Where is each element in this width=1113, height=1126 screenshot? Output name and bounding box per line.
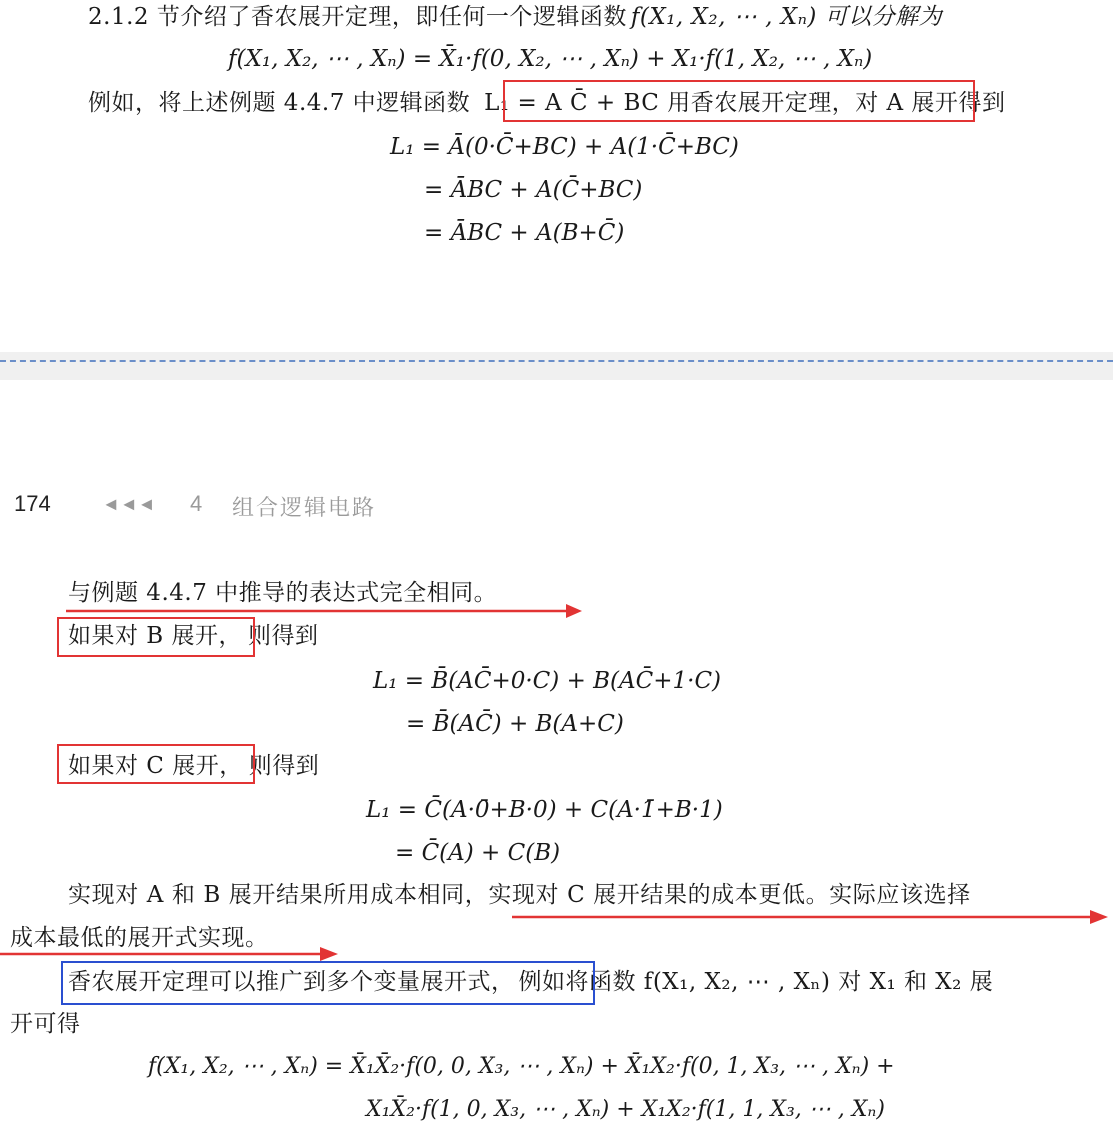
expand-a-eq-3: = ĀBC + A(B+C̄) [424, 220, 625, 246]
bottom-line-1: 与例题 4.4.7 中推导的表达式完全相同。 [68, 580, 498, 606]
red-arrow-1 [66, 604, 586, 618]
page-gap [0, 352, 1113, 380]
expand-c-eq-2: = C̄(A) + C(B) [395, 840, 561, 866]
generalization-post: 例如将函数 f(X₁, X₂, ⋯ , Xₙ) 对 X₁ 和 X₂ 展 [518, 969, 994, 995]
highlight-box-expand-a [503, 80, 975, 122]
multi-var-eq-1: f(X₁, X₂, ⋯ , Xₙ) = X̄₁X̄₂·f(0, 0, X₃, ⋯ , Xₙ) + X̄₁X₂·f(0, 1, X₃, ⋯ , Xₙ) + [148, 1054, 895, 1079]
highlight-box-expand-c [57, 744, 255, 784]
expand-b-eq-2: = B̄(AC̄) + B(A+C) [406, 711, 624, 737]
page-break-line [0, 360, 1113, 362]
highlight-box-expand-b [57, 617, 255, 657]
bottom-line-5: 成本最低的展开式实现。 [10, 925, 269, 951]
page-number: 174 [14, 491, 51, 516]
bottom-line-7: 开可得 [10, 1011, 81, 1037]
top-line-1-text: 2.1.2 节介绍了香农展开定理，即任何一个逻辑函数 [88, 4, 627, 30]
shannon-equation: f(X₁, X₂, ⋯ , Xₙ) = X̄₁·f(0, X₂, ⋯ , Xₙ) + X₁·f(1, X₂, ⋯ , Xₙ) [228, 46, 873, 72]
red-arrow-2 [512, 910, 1112, 924]
expand-c-eq-1: L₁ = C̄(A·0̄+B·0) + C(A·1̄+B·1) [366, 797, 723, 823]
top-line-2-pre: 例如，将上述例题 4.4.7 中逻辑函数 [88, 90, 471, 116]
header-arrows-icon: ◄◄◄ [102, 494, 156, 514]
top-line-1-func: f(X₁, X₂, ⋯ , Xₙ) 可以分解为 [630, 4, 943, 30]
top-line-2-boxed: L₁ = A C̄ + BC 用香农展开定理，对 A 展开 [484, 90, 959, 116]
bottom-line-4: 实现对 A 和 B 展开结果所用成本相同，实现对 C 展开结果的成本更低。实际应该选择 [68, 882, 971, 908]
red-arrow-3 [0, 947, 340, 961]
expand-a-eq-1: L₁ = Ā(0·C̄+BC) + A(1·C̄+BC) [390, 134, 739, 160]
generalization-boxed: 香农展开定理可以推广到多个变量展开式， [68, 969, 515, 995]
chapter-title: 组合逻辑电路 [232, 495, 377, 520]
chapter-number: 4 [190, 491, 203, 516]
expand-b-post: 则得到 [248, 623, 319, 649]
expand-c-post: 则得到 [248, 753, 320, 779]
expand-b-eq-1: L₁ = B̄(AC̄+0·C) + B(AC̄+1·C) [373, 668, 722, 694]
expand-c-boxed: 如果对 C 展开， [68, 753, 243, 779]
top-line-2-post: 得到 [958, 90, 1006, 116]
top-line-1 [88, 2, 942, 32]
highlight-box-generalization [61, 961, 595, 1005]
expand-a-eq-2: = ĀBC + A(C̄+BC) [424, 177, 643, 203]
expand-b-boxed: 如果对 B 展开， [68, 623, 243, 649]
multi-var-eq-2: X₁X̄₂·f(1, 0, X₃, ⋯ , Xₙ) + X₁X₂·f(1, 1, X₃, ⋯ , Xₙ) [366, 1097, 885, 1122]
